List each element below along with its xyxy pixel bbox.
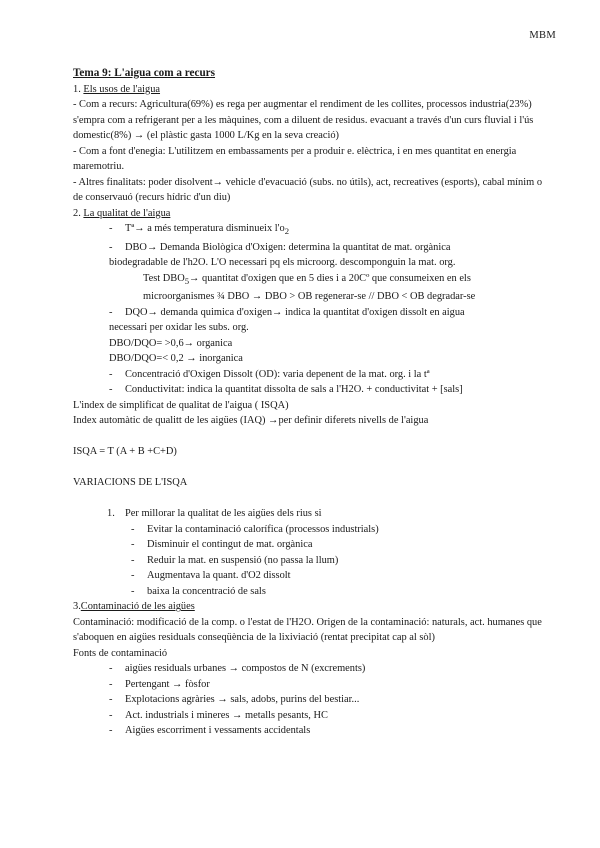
contamination-definition: Contaminació: modificació de la comp. o l'estat de l'H2O. Origen de la contaminació: naturals, act. humanes que s'aboquen en aigües residuals conseqüència de la lixiviació (rentat precipitat cap al sòl) xyxy=(73,616,542,644)
improve-sub-item xyxy=(73,522,543,538)
dbo-line-1: DBO→ Demanda Biològica d'Oxigen: determina la quantitat de mat. orgànica xyxy=(125,241,451,253)
dbo-test-subscript: 5 xyxy=(184,275,190,286)
section-2-title: La qualitat de l'aigua xyxy=(83,207,171,219)
source-item xyxy=(73,692,543,708)
document-title: Tema 9: L'aigua com a recurs xyxy=(73,67,216,79)
spacer xyxy=(73,491,543,507)
spacer xyxy=(73,460,543,476)
section-3-heading xyxy=(73,599,543,615)
bullet-dash: - xyxy=(109,663,113,675)
bullet-dash: - xyxy=(109,223,113,234)
list-item-conductivity xyxy=(73,382,543,398)
bullet-dash: - xyxy=(131,585,135,597)
temperature-text: Tª→ a més temperatura disminueix l'o xyxy=(125,223,285,234)
list-item-dbo xyxy=(73,240,543,256)
bullet-dash: - xyxy=(109,678,113,690)
uses-resource-paragraph: - Com a recurs: Agricultura(69%) es rega per augmentar el rendiment de les collites, processos industria(23%) s'empra com a refrigerant per a les màquines, com a diluent de residus. evacuant a través d'un curs fluvial i l'ús domestic(8%) → (el plàstic gasta 1000 L/Kg en la seva creació) xyxy=(73,99,534,141)
uses-other-paragraph: - Altres finalitats: poder disolvent→ vehicle d'evacuació (subs. no útils), act, recreatives (esports), cabal mínim o de conservauó (recurs hídric d'un diu) xyxy=(73,176,543,203)
source-item xyxy=(73,677,543,693)
bullet-dash: - xyxy=(109,306,113,318)
sources-title: Fonts de contaminació xyxy=(73,647,168,659)
document-body xyxy=(73,66,543,739)
bullet-dash: - xyxy=(109,241,113,253)
variations-title: VARIACIONS DE L'ISQA xyxy=(73,477,188,489)
temperature-subscript: 2 xyxy=(284,226,290,237)
list-item-od xyxy=(73,367,543,383)
isqa-index-line: L'index de simplificat de qualitat de l'aigua ( ISQA) xyxy=(73,399,289,411)
source-text: Pertengant → fòsfor xyxy=(125,678,210,690)
dqo-line-1: DQO→ demanda quimica d'oxigen→ indica la quantitat d'oxigen dissolt en aigua xyxy=(125,306,465,318)
source-text: Act. industrials i mineres → metalls pesants, HC xyxy=(125,709,328,721)
bullet-dash: - xyxy=(109,709,113,721)
source-item xyxy=(73,723,543,739)
improve-sub-text: baixa la concentració de sals xyxy=(147,585,266,597)
source-text: Aigües escorriment i vessaments accidentals xyxy=(125,725,311,737)
spacer xyxy=(73,429,543,445)
list-item-dqo xyxy=(73,305,543,321)
improve-sub-item xyxy=(73,584,543,600)
section-1-number: 1. xyxy=(73,83,84,95)
section-1-heading xyxy=(73,82,543,98)
section-2-heading xyxy=(73,206,543,222)
improve-sub-text: Evitar la contaminació calorífica (processos industrials) xyxy=(147,523,379,535)
section-3-title: Contaminació de les aigües xyxy=(80,601,195,613)
improve-sub-text: Reduir la mat. en suspensió (no passa la llum) xyxy=(147,554,339,566)
section-3-number: 3. xyxy=(73,601,81,613)
numbered-item-improve xyxy=(73,506,543,522)
uses-energy-paragraph: - Com a font d'enegia: L'utilitzem en embassaments per a produir e. elèctrica, i en mes quantitat en energia maremotriu. xyxy=(73,145,517,172)
improve-sub-item xyxy=(73,553,543,569)
improve-sub-text: Augmentava la quant. d'O2 dissolt xyxy=(147,570,291,582)
source-text: Explotacions agràries → sals, adobs, purins del bestiar... xyxy=(125,694,360,706)
list-number: 1. xyxy=(107,508,115,520)
dbo-test-post: → quantitat d'oxigen que en 5 dies i a 20Cº que consumeixen en els microorganismes ¾ DBO → DBO > OB regenerar-se // DBO < OB degradar-se xyxy=(143,272,476,303)
dqo-line-2: necessari per oxidar les subs. org. xyxy=(109,322,249,334)
section-2-number: 2. xyxy=(73,207,84,219)
source-item xyxy=(73,708,543,724)
source-item xyxy=(73,661,543,677)
bullet-dash: - xyxy=(109,368,113,380)
conductivity-text: Conductivitat: indica la quantitat dissolta de sals a l'H2O. + conductivitat + [sals] xyxy=(125,384,463,396)
bullet-dash: - xyxy=(109,694,113,706)
bullet-dash: - xyxy=(109,384,113,396)
bullet-dash: - xyxy=(131,554,135,566)
list-item-temperature xyxy=(73,221,543,240)
bullet-dash: - xyxy=(131,539,135,551)
dbo-test-pre: Test DBO xyxy=(143,272,185,284)
dqo-ratio-inorganic: DBO/DQO=< 0,2 → inorganica xyxy=(109,353,243,365)
iaq-index-line: Index automàtic de qualitt de les aigües (IAQ) →per definir diferets nivells de l'aigua xyxy=(73,415,429,427)
od-text: Concentració d'Oxigen Dissolt (OD): varia depenent de la mat. org. i la tª xyxy=(125,368,430,380)
section-1-title: Els usos de l'aigua xyxy=(83,83,161,95)
source-text: aigües residuals urbanes → compostos de N (excrements) xyxy=(125,663,366,675)
header-author: MBM xyxy=(529,30,556,41)
dqo-ratio-organic: DBO/DQO= >0,6→ organica xyxy=(109,337,233,349)
isqa-formula: ISQA = T (A + B +C+D) xyxy=(73,446,177,458)
improve-sub-item xyxy=(73,568,543,584)
improve-text: Per millorar la qualitat de les aigües dels rius si xyxy=(125,508,322,520)
bullet-dash: - xyxy=(109,725,113,737)
bullet-dash: - xyxy=(131,570,135,582)
improve-sub-text: Disminuir el contingut de mat. orgànica xyxy=(147,539,313,551)
dbo-test-paragraph xyxy=(73,271,543,305)
dbo-line-2: biodegradable de l'h2O. L'O necessari pq els microorg. descomponguin la mat. org. xyxy=(109,257,456,269)
bullet-dash: - xyxy=(131,523,135,535)
improve-sub-item xyxy=(73,537,543,553)
